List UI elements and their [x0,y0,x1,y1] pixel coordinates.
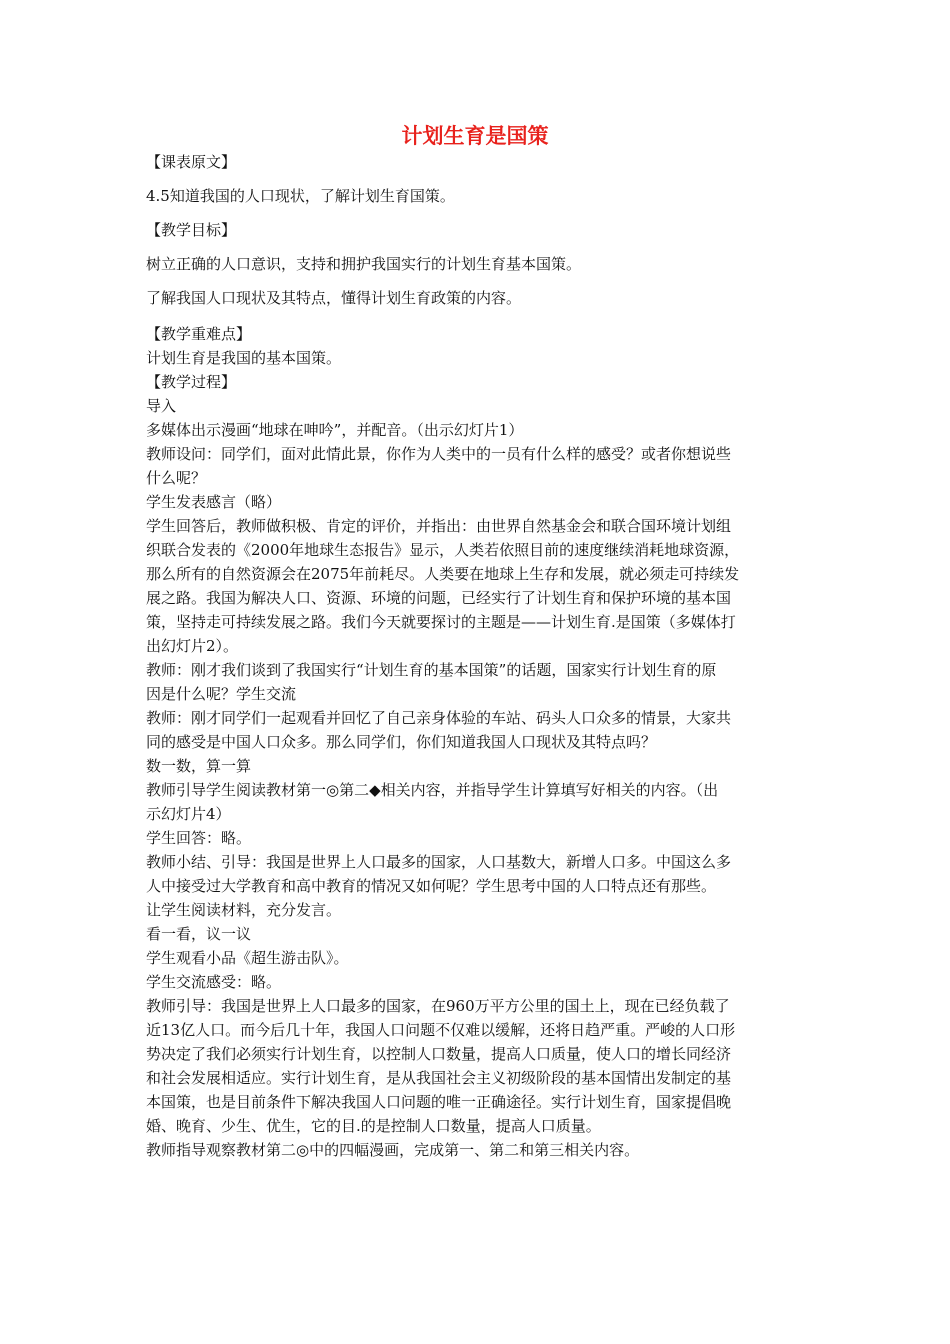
paragraph: 学生回答后，教师做积极、肯定的评价，并指出：由世界自然基金会和联合国环境计划组 [146,517,732,535]
paragraph: 示幻灯片4） [146,805,231,823]
paragraph: 同的感受是中国人口众多。那么同学们，你们知道我国人口现状及其特点吗？ [146,733,657,751]
paragraph: 导入 [146,397,177,415]
paragraph: 计划生育是我国的基本国策。 [146,349,342,367]
paragraph: 策，坚持走可持续发展之路。我们今天就要探讨的主题是——计划生育.是国策（多媒体打 [146,613,736,631]
paragraph: 因是什么呢？学生交流 [146,685,297,703]
paragraph: 教师：刚才我们谈到了我国实行“计划生育的基本国策”的话题，国家实行计划生育的原 [146,661,717,679]
section-heading-curriculum: 【课表原文】 [146,153,237,171]
paragraph: 和社会发展相适应。实行计划生育，是从我国社会主义初级阶段的基本国情出发制定的基 [146,1069,732,1087]
paragraph: 学生交流感受：略。 [146,973,282,991]
section-heading-key-points: 【教学重难点】 [146,325,252,343]
paragraph: 4.5知道我国的人口现状，了解计划生育国策。 [146,187,455,205]
paragraph: 教师指导观察教材第二◎中的四幅漫画，完成第一、第二和第三相关内容。 [146,1141,640,1159]
paragraph: 教师设问：同学们，面对此情此景，你作为人类中的一员有什么样的感受？或者你想说些 [146,445,732,463]
paragraph: 学生回答：略。 [146,829,252,847]
section-heading-process: 【教学过程】 [146,373,237,391]
document-title: 计划生育是国策 [401,124,549,148]
paragraph: 近13亿人口。而今后几十年，我国人口问题不仅难以缓解，还将日趋严重。严峻的人口形 [146,1021,736,1039]
paragraph: 织联合发表的《2000年地球生态报告》显示，人类若依照目前的速度继续消耗地球资源， [146,541,740,559]
paragraph: 什么呢？ [146,469,207,487]
paragraph: 那么所有的自然资源会在2075年前耗尽。人类要在地球上生存和发展，就必须走可持续发 [146,565,740,583]
paragraph: 树立正确的人口意识，支持和拥护我国实行的计划生育基本国策。 [146,255,582,273]
paragraph: 本国策，也是目前条件下解决我国人口问题的唯一正确途径。实行计划生育，国家提倡晚 [146,1093,732,1111]
paragraph: 数一数，算一算 [146,757,252,775]
paragraph: 让学生阅读材料，充分发言。 [146,901,342,919]
paragraph: 势决定了我们必须实行计划生育，以控制人口数量，提高人口质量，使人口的增长同经济 [146,1045,732,1063]
paragraph: 婚、晚育、少生、优生，它的目.的是控制人口数量，提高人口质量。 [146,1117,601,1135]
paragraph: 看一看，议一议 [146,925,252,943]
paragraph: 展之路。我国为解决人口、资源、环境的问题，已经实行了计划生育和保护环境的基本国 [146,589,732,607]
paragraph: 教师引导：我国是世界上人口最多的国家，在960万平方公里的国土上，现在已经负载了 [146,997,730,1015]
paragraph: 教师小结、引导：我国是世界上人口最多的国家，人口基数大，新增人口多。中国这么多 [146,853,732,871]
paragraph: 了解我国人口现状及其特点，懂得计划生育政策的内容。 [146,289,522,307]
section-heading-objectives: 【教学目标】 [146,221,237,239]
paragraph: 人中接受过大学教育和高中教育的情况又如何呢？学生思考中国的人口特点还有那些。 [146,877,717,895]
paragraph: 学生发表感言（略） [146,493,282,511]
paragraph: 教师引导学生阅读教材第一◎第二◆相关内容，并指导学生计算填写好相关的内容。（出 [146,781,719,799]
paragraph: 多媒体出示漫画“地球在呻吟”，并配音。（出示幻灯片1） [146,421,524,439]
paragraph: 出幻灯片2）。 [146,637,239,655]
paragraph: 学生观看小品《超生游击队》。 [146,949,349,967]
document-body [146,150,812,1162]
paragraph: 教师：刚才同学们一起观看并回忆了自己亲身体验的车站、码头人口众多的情景，大家共 [146,709,732,727]
